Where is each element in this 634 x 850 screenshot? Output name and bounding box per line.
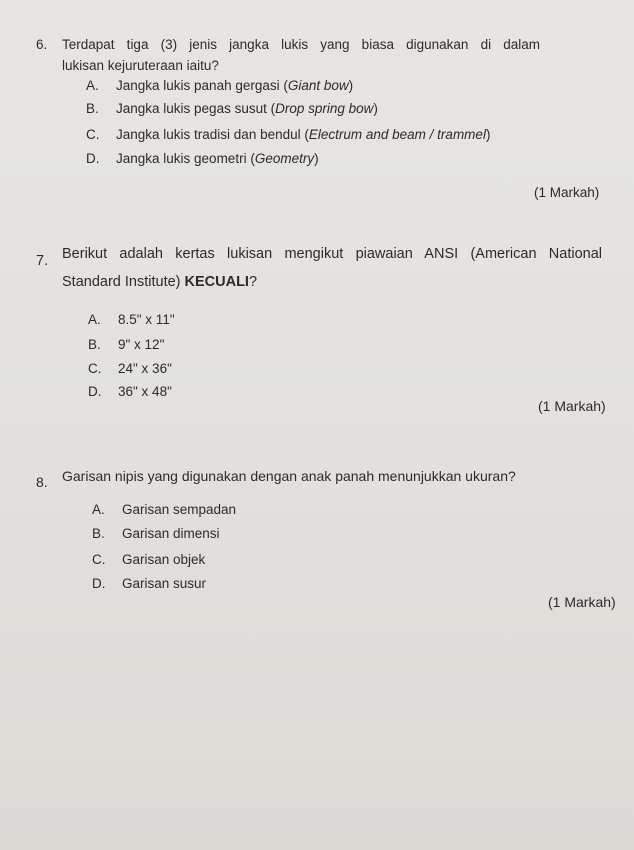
question-8-option-a[interactable] [92,502,236,517]
option-letter: D. [88,384,102,399]
option-letter: C. [86,127,100,142]
question-6-option-c[interactable] [86,127,490,142]
question-7-option-c[interactable] [88,361,172,376]
option-text: Jangka lukis geometri (Geometry) [116,151,319,166]
option-text: Jangka lukis pegas susut (Drop spring bow) [116,101,378,116]
question-6-option-a[interactable] [86,78,353,93]
question-8-option-c[interactable] [92,552,205,567]
option-text: Garisan susur [122,576,207,591]
question-8-line-1: Garisan nipis yang digunakan dengan anak panah menunjukkan ukuran? [62,468,516,484]
question-6-line-1: Terdapat tiga (3) jenis jangka lukis yang biasa digunakan di dalam [62,37,540,52]
option-text: Garisan objek [122,552,206,567]
option-text: 9" x 12" [118,337,165,352]
question-8-number: 8. [36,474,48,490]
option-letter: D. [92,576,106,591]
option-text: 24" x 36" [118,361,172,376]
question-6-option-b[interactable] [86,101,378,116]
question-8-marks: (1 Markah) [548,594,616,610]
option-text: Garisan dimensi [122,526,220,541]
option-letter: A. [92,502,105,517]
option-letter: A. [88,312,101,327]
option-letter: B. [88,337,101,352]
option-letter: D. [86,151,100,166]
question-6-option-d[interactable] [86,151,319,166]
option-letter: C. [88,361,102,376]
question-7-number: 7. [36,253,49,269]
question-6-number: 6. [36,37,48,52]
option-text: 8.5" x 11" [118,312,175,327]
question-8-option-d[interactable] [92,576,206,591]
question-7-line-1: Berikut adalah kertas lukisan mengikut piawaian ANSI (American National [62,246,602,262]
question-6-line-2: lukisan kejuruteraan iaitu? [62,58,219,73]
question-6-marks: (1 Markah) [534,185,600,200]
option-text: Jangka lukis panah gergasi (Giant bow) [116,78,354,93]
question-7-option-b[interactable] [88,337,164,352]
option-text: Jangka lukis tradisi dan bendul (Electrum and beam / trammel) [116,127,491,142]
question-7-option-d[interactable] [88,384,172,399]
question-7-option-a[interactable] [88,312,175,327]
option-letter: B. [92,526,105,541]
option-text: 36" x 48" [118,384,172,399]
question-8-option-b[interactable] [92,526,220,541]
option-letter: B. [86,101,99,116]
question-7-line-2: Standard Institute) KECUALI? [62,274,258,290]
option-text: Garisan sempadan [122,502,237,517]
option-letter: C. [92,552,106,567]
option-letter: A. [86,78,99,93]
question-7-marks: (1 Markah) [538,398,606,414]
